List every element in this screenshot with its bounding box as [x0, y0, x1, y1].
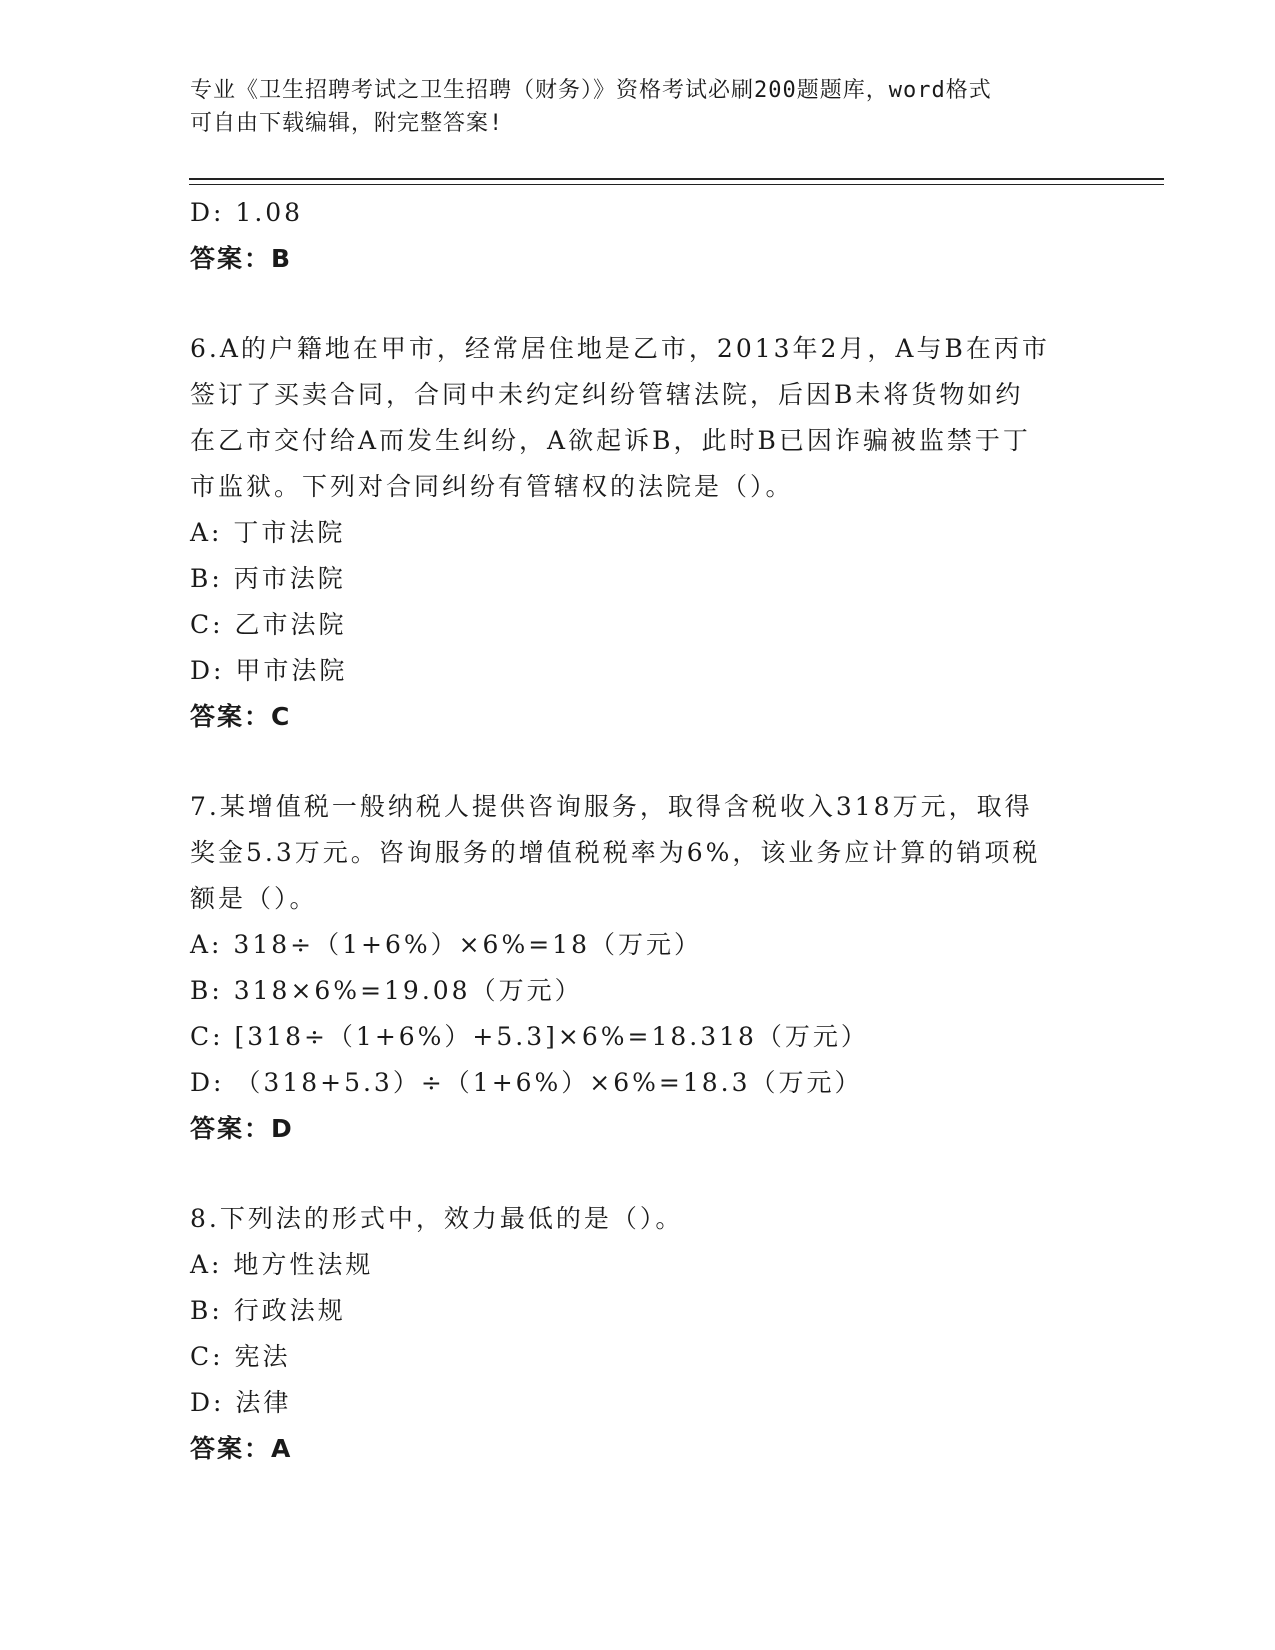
question-8-option-b: B: 行政法规	[190, 1296, 346, 1325]
question-6-option-a: A: 丁市法院	[190, 518, 346, 547]
question-8-line-1: 8.下列法的形式中，效力最低的是（）。	[190, 1204, 684, 1233]
header-line-2: 可自由下载编辑，附完整答案!	[190, 111, 504, 136]
header-rule-thick	[189, 178, 1164, 180]
question-6-line-3: 在乙市交付给A而发生纠纷，A欲起诉B，此时B已因诈骗被监禁于丁	[190, 426, 1031, 455]
question-8-option-c: C: 宪法	[190, 1342, 291, 1371]
prev-option-d: D: 1.08	[190, 198, 304, 227]
question-8-option-d: D: 法律	[190, 1388, 292, 1417]
question-7-line-1: 7.某增值税一般纳税人提供咨询服务，取得含税收入318万元，取得	[190, 792, 1033, 821]
question-6-line-2: 签订了买卖合同，合同中未约定纠纷管辖法院，后因B未将货物如约	[190, 380, 1024, 409]
question-6-option-d: D: 甲市法院	[190, 656, 348, 685]
question-7-option-d: D: （318+5.3）÷（1+6%）×6%=18.3（万元）	[190, 1068, 863, 1097]
question-6-option-b: B: 丙市法院	[190, 564, 346, 593]
header-rule-thin	[189, 184, 1164, 185]
question-7-answer: 答案：D	[190, 1114, 294, 1143]
question-6-line-1: 6.A的户籍地在甲市，经常居住地是乙市，2013年2月，A与B在丙市	[190, 334, 1050, 363]
question-7-option-a: A: 318÷（1+6%）×6%=18（万元）	[190, 930, 702, 959]
question-8-option-a: A: 地方性法规	[190, 1250, 374, 1279]
question-6-answer: 答案：C	[190, 702, 292, 731]
question-8-answer: 答案：A	[190, 1434, 293, 1463]
question-8	[190, 1196, 1090, 1472]
page-header	[190, 74, 1090, 140]
header-line-1: 专业《卫生招聘考试之卫生招聘（财务）》资格考试必刷200题题库，word格式	[190, 78, 992, 103]
question-7-option-b: B: 318×6%=19.08（万元）	[190, 976, 583, 1005]
question-content	[190, 190, 1090, 1472]
prev-answer: 答案：B	[190, 244, 293, 273]
question-7-line-2: 奖金5.3万元。咨询服务的增值税税率为6%，该业务应计算的销项税	[190, 838, 1041, 867]
question-7-option-c: C: [318÷（1+6%）+5.3]×6%=18.318（万元）	[190, 1022, 869, 1051]
question-6-line-4: 市监狱。下列对合同纠纷有管辖权的法院是（）。	[190, 472, 794, 501]
question-7-line-3: 额是（）。	[190, 884, 318, 913]
question-6	[190, 326, 1090, 740]
question-7	[190, 784, 1090, 1152]
question-6-option-c: C: 乙市法院	[190, 610, 347, 639]
